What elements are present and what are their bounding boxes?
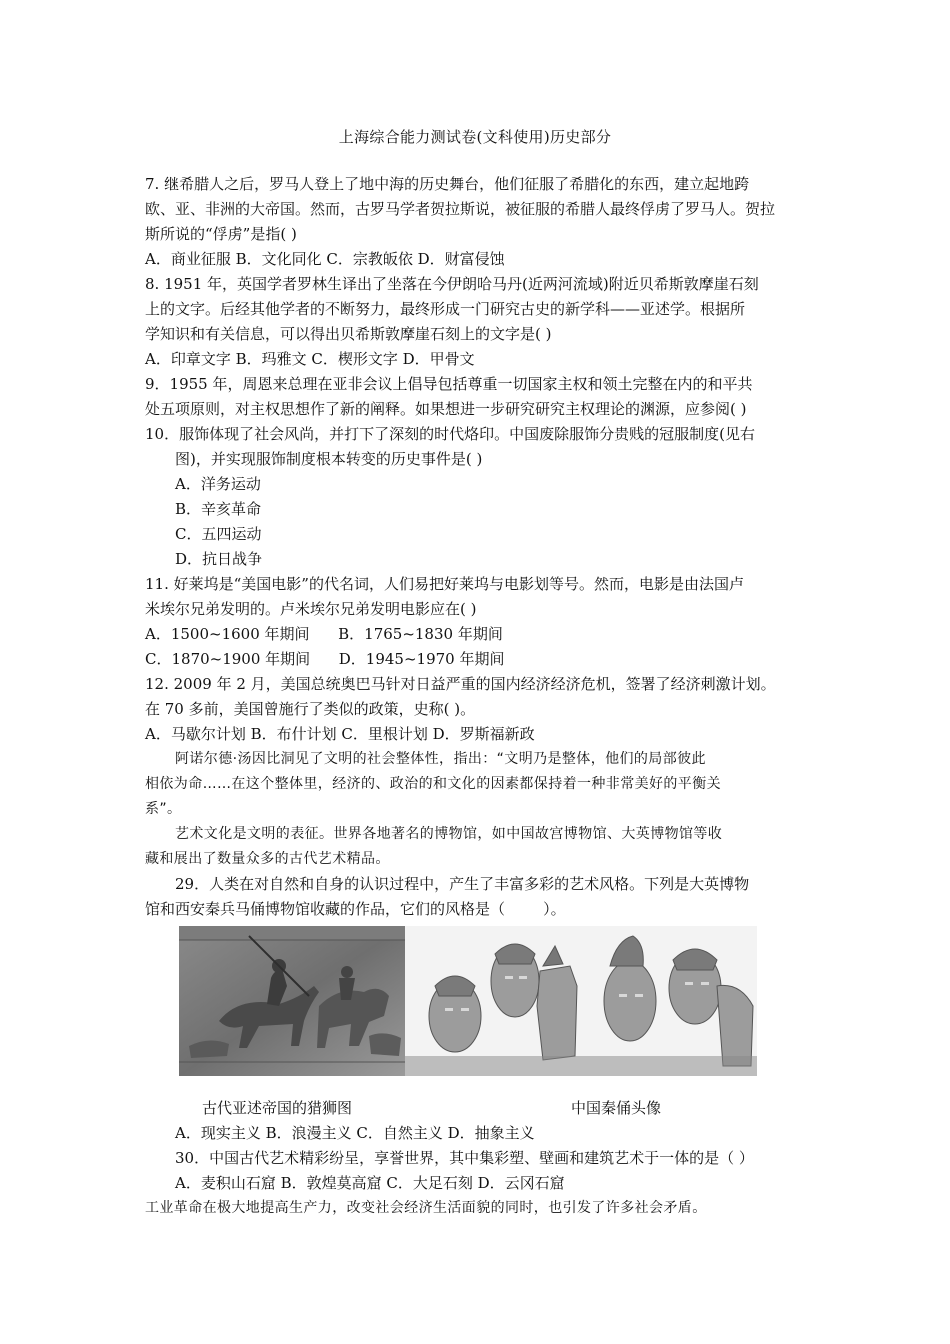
image-captions xyxy=(145,1096,817,1121)
q10-option-d: D．抗日战争 xyxy=(175,550,263,568)
caption-qin: 中国秦俑头像 xyxy=(571,1099,662,1117)
q10-option-a: A．洋务运动 xyxy=(175,475,261,493)
q8-line-3: 学知识和有关信息，可以得出贝希斯敦摩崖石刻上的文字是( ) xyxy=(145,325,552,343)
q10-line-2: 图)，并实现服饰制度根本转变的历史事件是( ) xyxy=(175,450,483,468)
passage-1-line-3: 系”。 xyxy=(145,801,182,817)
q8-line-1: 8. 1951 年，英国学者罗林生译出了坐落在今伊朗哈马丹(近两河流域)附近贝希斯敦摩崖石刻 xyxy=(145,275,759,293)
artwork-images xyxy=(145,926,817,1076)
assyrian-lion-hunt-image xyxy=(179,926,405,1076)
exam-content xyxy=(145,172,817,1221)
final-paragraph: 工业革命在极大地提高生产力，改变社会经济生活面貌的同时，也引发了许多社会矛盾。 xyxy=(145,1200,707,1216)
q10-option-b: B．辛亥革命 xyxy=(175,500,262,518)
q12-line-2: 在 70 多前，美国曾施行了类似的政策，史称( )。 xyxy=(145,700,476,718)
q30-line-1: 30．中国古代艺术精彩纷呈，享誉世界，其中集彩塑、壁画和建筑艺术于一体的是（ ） xyxy=(175,1149,754,1167)
q12-options: A．马歇尔计划 B．布什计划 C．里根计划 D．罗斯福新政 xyxy=(145,725,535,743)
q11-options-ab: A．1500~1600 年期间 B．1765~1830 年期间 xyxy=(145,625,503,643)
q7-line-3: 斯所说的“俘虏”是指( ) xyxy=(145,225,297,243)
q8-line-2: 上的文字。后经其他学者的不断努力，最终形成一门研究古史的新学科——亚述学。根据所 xyxy=(145,300,746,318)
passage-1-line-1: 阿诺尔德·汤因比洞见了文明的社会整体性，指出：“文明乃是整体，他们的局部彼此 xyxy=(175,751,706,767)
q11-line-2: 米埃尔兄弟发明的。卢米埃尔兄弟发明电影应在( ) xyxy=(145,600,477,618)
q29-line-1: 29．人类在对自然和自身的认识过程中，产生了丰富多彩的艺术风格。下列是大英博物 xyxy=(175,875,750,893)
page-title: 上海综合能力测试卷(文科使用)历史部分 xyxy=(338,128,612,146)
qin-terracotta-heads-image xyxy=(405,926,757,1076)
passage-2-line-1: 艺术文化是文明的表征。世界各地著名的博物馆，如中国故宫博物馆、大英博物馆等收 xyxy=(175,826,723,842)
q10-line-1: 10．服饰体现了社会风尚，并打下了深刻的时代烙印。中国废除服饰分贵贱的冠服制度(见右 xyxy=(145,425,755,443)
passage-1-line-2: 相依为命……在这个整体里，经济的、政治的和文化的因素都保持着一种非常美好的平衡关 xyxy=(145,776,721,792)
q7-line-1: 7. 继希腊人之后，罗马人登上了地中海的历史舞台，他们征服了希腊化的东西，建立起地跨 xyxy=(145,175,750,193)
q29-line-2: 馆和西安秦兵马俑博物馆收藏的作品，它们的风格是（ ）。 xyxy=(145,900,566,918)
q11-options-cd: C．1870~1900 年期间 D．1945~1970 年期间 xyxy=(145,650,505,668)
q11-line-1: 11. 好莱坞是“美国电影”的代名词，人们易把好莱坞与电影划等号。然而，电影是由法国卢 xyxy=(145,575,744,593)
caption-assyrian: 古代亚述帝国的猎狮图 xyxy=(202,1099,353,1117)
passage-2-line-2: 藏和展出了数量众多的古代艺术精品。 xyxy=(145,851,390,867)
q9-line-1: 9．1955 年，周恩来总理在亚非会议上倡导包括尊重一切国家主权和领土完整在内的和平共 xyxy=(145,375,753,393)
q7-line-2: 欧、亚、非洲的大帝国。然而，古罗马学者贺拉斯说，被征服的希腊人最终俘虏了罗马人。贺拉 xyxy=(145,200,776,218)
q7-options: A．商业征服 B．文化同化 C．宗教皈依 D．财富侵蚀 xyxy=(145,250,505,268)
q30-options: A．麦积山石窟 B．敦煌莫高窟 C．大足石刻 D．云冈石窟 xyxy=(175,1174,565,1192)
q9-line-2: 处五项原则，对主权思想作了新的阐释。如果想进一步研究研究主权理论的渊源，应参阅( ) xyxy=(145,400,747,418)
q12-line-1: 12. 2009 年 2 月，美国总统奥巴马针对日益严重的国内经济经济危机，签署了经济刺激计划。 xyxy=(145,675,776,693)
q10-option-c: C．五四运动 xyxy=(175,525,262,543)
q8-options: A．印章文字 B．玛雅文 C．楔形文字 D．甲骨文 xyxy=(145,350,475,368)
q29-options: A．现实主义 B．浪漫主义 C．自然主义 D．抽象主义 xyxy=(175,1124,535,1142)
